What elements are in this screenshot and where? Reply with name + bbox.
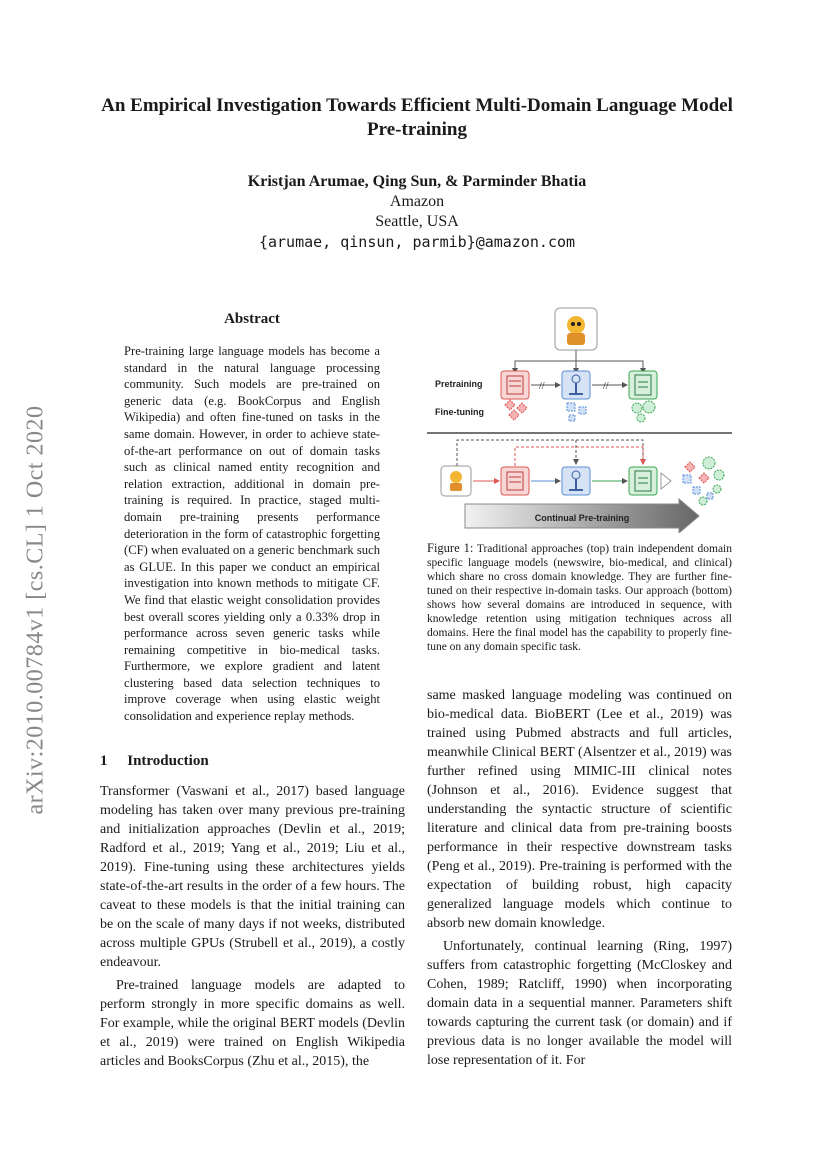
microscope-icon-bottom	[562, 467, 590, 495]
author-block	[100, 172, 734, 252]
arxiv-margin-stamp	[16, 375, 56, 845]
paper-title: An Empirical Investigation Towards Efficient Multi-Domain Language Model Pre-training	[101, 95, 733, 140]
label-continual: Continual Pre-training	[534, 513, 630, 523]
abstract-heading: Abstract	[224, 311, 280, 327]
abstract-text: Pre-training large language models has become a standard in the natural language processing community. Such models are pre-trained on generic data (e.g. BookCorpus and English Wikipedia) and often fine-tuned on tasks in the same domain. However, in order to achieve state-of-the-art performance on out of domain tasks such as clinical named entity recognition and relation extraction, additional in domain pre-training is required. In practice, staged multi-domain pre-training presents performance deterioration in the form of catastrophic forgetting (CF) when evaluated on a generic benchmark such as GLUE. In this paper we conduct an empirical investigation into known methods to mitigate CF. We find that elastic weight consolidation provides best overall scores yielding only a 0.33% drop in performance across seven generic tasks while remaining competitive in bio-medical tasks. Furthermore, we explore gradient and latent clustering based data selection techniques to improve coverage when using elastic weight consolidation and experience replay methods.	[124, 344, 380, 724]
figure-caption	[427, 541, 732, 654]
location: Seattle, USA	[375, 213, 459, 230]
newspaper-icon	[501, 371, 529, 399]
section-number: 1	[100, 753, 108, 769]
microscope-icon	[562, 371, 590, 399]
newspaper-icon-bottom	[501, 467, 529, 495]
caption-text: Traditional approaches (top) train independent domain specific language models (newswire, bio-medical, and clinical) which share no cross domain knowledge. They are further fine-tuned on their respective in-domain tasks. Our approach (bottom) shows how several domains are introduced in sequence, with knowledge retention using mitigation techniques across all domains. Here the final model has the capability to properly fine-tune on any domain specific task.	[427, 543, 733, 653]
continual-pretraining-arrow	[465, 499, 699, 533]
svg-text://: //	[539, 381, 545, 392]
clipboard-icon	[629, 371, 657, 399]
intro-paragraph-2: Pre-trained language models are adapted to perform strongly in more specific domains as well. For example, while the original BERT models (Devlin et al., 2019) were trained on English Wikipedia articles and BooksCorpus (Zhu et al., 2015), the	[100, 978, 405, 1069]
caption-label: Figure 1:	[427, 541, 474, 555]
left-column-body	[100, 782, 405, 1071]
label-finetuning: Fine-tuning	[435, 407, 484, 417]
muppet-icon-bottom	[441, 466, 471, 496]
label-pretraining: Pretraining	[435, 379, 483, 389]
arxiv-stamp-text: arXiv:2010.00784v1 [cs.CL] 1 Oct 2020	[22, 405, 49, 815]
figure-1	[427, 303, 732, 533]
intro-paragraph-1: Transformer (Vaswani et al., 2017) based language modeling has taken over many previous pre-training and initialization approaches (Devlin et al., 2019; Radford et al., 2019; Yang et al., 2019; Liu et al., 2019). Fine-tuning using these architectures yields state-of-the-art results in the order of a few hours. The caveat to these models is that the initial training can be on the scale of many days if not weeks, distributed across multiple GPUs (Strubell et al., 2019), a costly endeavour.	[100, 784, 405, 970]
affiliation: Amazon	[389, 193, 445, 210]
author-emails: {arumae, qinsun, parmib}@amazon.com	[258, 233, 576, 251]
muppet-icon	[555, 308, 597, 350]
section-title: Introduction	[127, 753, 209, 769]
right-paragraph-2: Unfortunately, continual learning (Ring, 1997) suffers from catastrophic forgetting (McCloskey and Cohen, 1989; Ratcliff, 1990) when incorporating domain data in a sequential manner. Parameters shift towards capturing the current task (or domain) and if previous data is no longer available the model will lose representation of it. For	[427, 939, 732, 1068]
svg-text://: //	[603, 381, 609, 392]
right-paragraph-1: same masked language modeling was continued on bio-medical data. BioBERT (Lee et al., 2019) was trained using Pubmed abstracts and full articles, meanwhile Clinical BERT (Alsentzer et al., 2019) was further refined using MIMIC-III clinical notes (Johnson et al., 2016). Evidence suggest that understanding the syntactic structure of scientific literature and clinical data from pre-training boosts performance in their respective downstream tasks (Peng et al., 2019). Pre-training is performed with the expectation of building robust, high capacity generalized language models which continue to absorb new domain knowledge.	[427, 688, 732, 931]
figure-1-diagram	[427, 303, 732, 533]
right-column-body	[427, 686, 732, 1070]
section-heading	[100, 753, 209, 770]
clipboard-icon-bottom	[629, 467, 657, 495]
author-names: Kristjan Arumae, Qing Sun, & Parminder Bhatia	[247, 173, 587, 190]
